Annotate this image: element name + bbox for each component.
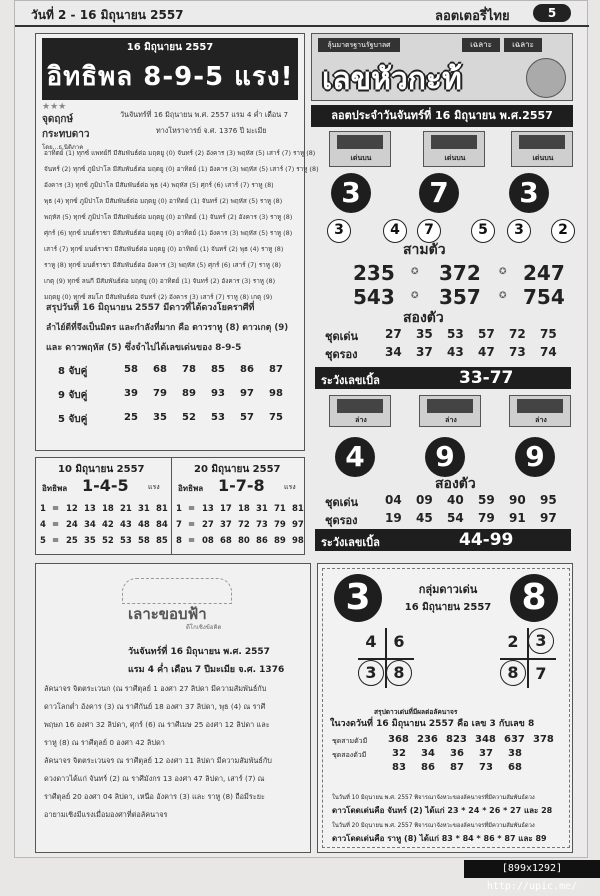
badge-icon — [431, 135, 477, 149]
planet-row: อาทิตย์ (1) ทุกซ์ แพทย์กี มีสัมพันธ์ต่อ มฤตยู (0) จันทร์ (2) อังคาร (3) พฤหัส (5) เสาร์ (7) ราหู (8) — [44, 149, 316, 157]
lead-label: ชุดเด่น — [325, 330, 359, 343]
past-results-box — [35, 457, 305, 555]
backup-number: 47 — [478, 345, 495, 359]
three-digit-set: 543 — [353, 285, 395, 309]
two-set-number: 68 — [508, 762, 522, 773]
past-suffix: แรง — [284, 483, 296, 491]
intro-line-2: ทางโหราจารย์ จ.ศ. 1376 ปี มะเมีย — [156, 126, 267, 135]
pair-number: 52 — [182, 412, 196, 423]
planet-row: เสาร์ (7) ทุกซ์ มนต์ราชา มีสัมพันธ์ต่อ มฤตยู (0) อาทิตย์ (1) จันทร์ (2) พุธ (4) ราหู (8) — [44, 245, 284, 253]
past-cell: = — [188, 520, 196, 530]
past-cell: 85 — [156, 536, 168, 546]
past-cell: 8 — [176, 536, 182, 546]
planet-row: จันทร์ (2) ทุกซ์ ภูมิปาโล มีสัมพันธ์ต่อ มฤตยู (0) อาทิตย์ (1) อังคาร (3) พฤหัส (5) เสาร์ (7) ราหู (8) — [44, 165, 319, 173]
past-suffix: แรง — [148, 483, 160, 491]
three-digit-set: 235 — [353, 261, 395, 285]
lead-number: 09 — [416, 493, 433, 507]
low-ball: 4 — [335, 437, 375, 477]
pair-lead: 9 จับคู่ — [58, 390, 88, 401]
two-digit-label: สองตัว — [403, 310, 444, 326]
past-main: 1-7-8 — [218, 476, 265, 495]
note-2b: ดาวโดดเด่นคือ ราหู (8) ได้แก่ 83 * 84 * 86 * 87 และ 89 — [332, 834, 547, 843]
grid-digit: 7 — [535, 664, 547, 683]
past-cell: 52 — [102, 536, 114, 546]
three-set-number: 378 — [533, 734, 554, 745]
three-digit-set: 247 — [523, 261, 565, 285]
past-cell: 48 — [138, 520, 150, 530]
intro-line-1: วันจันทร์ที่ 16 มิถุนายน พ.ศ. 2557 แรม 4 ค่ำ เดือน 7 — [120, 110, 289, 119]
two-set-number: 37 — [479, 748, 493, 759]
past-cell: = — [52, 536, 60, 546]
planet-row: ราหู (8) ทุกซ์ มนต์ราชา มีสัมพันธ์ต่อ อังคาร (3) พฤหัส (5) ศุกร์ (6) เสาร์ (7) ราหู (8) — [44, 261, 282, 269]
sky-box — [35, 563, 311, 853]
past-cell: = — [52, 520, 60, 530]
sub-ball: 3 — [507, 219, 531, 243]
sky-line: ราหู (8) ณ ราศีตุลย์ 0 องศา 42 ลิปดา — [44, 738, 165, 747]
sky-date: วันจันทร์ที่ 16 มิถุนายน พ.ศ. 2557 — [128, 647, 270, 657]
summary-title: สรุปดาวเด่นที่มีผลต่อลัคนาจร — [374, 708, 458, 716]
two-digit-label-2: สองตัว — [435, 476, 476, 492]
star-icon: ✪ — [499, 291, 507, 301]
three-digit-set: 372 — [439, 261, 481, 285]
star-icon: ✪ — [411, 291, 419, 301]
double-label-1: ระวังเลขเบิ้ล — [321, 374, 380, 387]
magazine-brand: ลอตเตอรี่ไทย — [435, 9, 510, 24]
badge-icon — [427, 399, 473, 413]
top-ball: 3 — [331, 173, 371, 213]
double-label-2: ระวังเลขเบิ้ล — [321, 536, 380, 549]
three-digit-set: 754 — [523, 285, 565, 309]
backup-number: 37 — [416, 345, 433, 359]
sky-line: พฤษภ 16 องศา 32 ลิปดา, ศุกร์ (6) ณ ราศีเมษ 25 องศา 12 ลิปดา และ — [44, 720, 270, 729]
past-cell: = — [188, 536, 196, 546]
grid-digit: 8 — [386, 660, 412, 686]
two-set-number: 87 — [450, 762, 464, 773]
two-set-number: 38 — [508, 748, 522, 759]
three-digit-label: สามตัว — [403, 242, 446, 258]
three-set-number: 368 — [388, 734, 409, 745]
pair-number: 78 — [182, 364, 196, 375]
star-icon: ✪ — [411, 267, 419, 277]
grid-digit: 4 — [365, 632, 377, 651]
page-number: 5 — [533, 4, 571, 22]
note-1: ในวันที่ 10 มิถุนายน พ.ศ. 2557 พิจารณาจังหวะของลัคนาจรที่มีความสัมพันธ์ดวง — [332, 795, 535, 801]
lead-number: 95 — [540, 493, 557, 507]
badge-icon — [519, 135, 565, 149]
grid-line — [500, 658, 556, 660]
pair-number: 86 — [240, 364, 254, 375]
lead-number: 35 — [416, 327, 433, 341]
past-cell: 43 — [120, 520, 132, 530]
badge-label: เด่นบน — [532, 154, 554, 162]
pair-number: 39 — [124, 388, 138, 399]
past-label: อิทธิพล — [42, 484, 68, 493]
past-cell: 24 — [66, 520, 78, 530]
lead-number: 04 — [385, 493, 402, 507]
three-set-number: 236 — [417, 734, 438, 745]
pair-number: 57 — [240, 412, 254, 423]
sky-line: ดาวโลกต่ำ อังคาร (3) ณ ราศีกันย์ 18 องศา 37 ลิปดา, พุธ (4) ณ ราศี — [44, 702, 266, 711]
past-cell: 5 — [40, 536, 46, 546]
planet-row: ศุกร์ (6) ทุกซ์ มนต์ราชา มีสัมพันธ์ต่อ มฤตยู (0) อาทิตย์ (1) อังคาร (3) พฤหัส (5) ราหู (8) — [44, 229, 293, 237]
grid-digit: 3 — [358, 660, 384, 686]
banner-mid-badge: เฉลาะ — [462, 38, 500, 52]
group-ball-right: 8 — [510, 574, 558, 622]
past-cell: 08 — [202, 536, 214, 546]
lead-number: 53 — [447, 327, 464, 341]
headtail-subtitle: ลอตประจำวันจันทร์ที่ 16 มิถุนายน พ.ศ.2557 — [311, 105, 573, 127]
grid-digit: 6 — [393, 632, 405, 651]
backup-number: 73 — [509, 345, 526, 359]
sub-ball: 5 — [471, 219, 495, 243]
lead-number: 75 — [540, 327, 557, 341]
planet-row: มฤตยู (0) ทุกซ์ สมโภ มีสัมพันธ์ต่อ จันทร์ (2) อังคาร (3) เสาร์ (7) ราหู (8) เกตุ (9) — [44, 293, 273, 301]
backup-label: ชุดรอง — [325, 514, 358, 527]
two-set-number: 34 — [421, 748, 435, 759]
lead-number: 72 — [509, 327, 526, 341]
note-2: ในวันที่ 20 มิถุนายน พ.ศ. 2557 พิจารณาจังหวะของลัคนาจรที่มีความสัมพันธ์ดวง — [332, 823, 535, 829]
influence-box — [35, 33, 319, 451]
low-ball: 9 — [425, 437, 465, 477]
sky-line: ราศีตุลย์ 20 องศา 04 ลิปดา, เหนือ อังคาร (3) และ ราหู (8) ถือมีระยะ — [44, 792, 265, 801]
cloud-icon — [122, 578, 232, 604]
pair-number: 68 — [153, 364, 167, 375]
star-icon: ✪ — [499, 267, 507, 277]
group-ball-left: 3 — [334, 574, 382, 622]
backup-number: 74 — [540, 345, 557, 359]
past-cell: 13 — [202, 504, 214, 514]
summary-line-1: สรุปวันที่ 16 มิถุนายน 2557 มีดาวที่ได้ดวงโยคราศีที่ — [46, 303, 255, 313]
pair-number: 25 — [124, 412, 138, 423]
sky-title-sub: ดีโกเชิงข้อคิด — [186, 624, 222, 631]
sub-ball: 2 — [551, 219, 575, 243]
pair-number: 58 — [124, 364, 138, 375]
planet-row: อังคาร (3) ทุกซ์ ภูมิปาโล มีสัมพันธ์ต่อ พุธ (4) พฤหัส (5) ศุกร์ (6) เสาร์ (7) ราหู (8) — [44, 181, 274, 189]
three-digit-set: 357 — [439, 285, 481, 309]
past-cell: 86 — [256, 536, 268, 546]
badge-label: ล่าง — [355, 416, 367, 424]
past-cell: 71 — [274, 504, 286, 514]
page-header — [15, 1, 589, 27]
sub-ball: 4 — [383, 219, 407, 243]
past-cell: = — [188, 504, 196, 514]
lead-number: 59 — [478, 493, 495, 507]
past-cell: 25 — [66, 536, 78, 546]
upload-watermark: [899x1292] http://upic.me/ — [464, 860, 600, 878]
backup-number: 54 — [447, 511, 464, 525]
badge-label: ล่าง — [445, 416, 457, 424]
pair-number: 89 — [182, 388, 196, 399]
past-cell: 79 — [274, 520, 286, 530]
headtail-banner — [311, 33, 573, 101]
influence-date: 16 มิถุนายน 2557 — [126, 42, 214, 53]
sub-ball: 7 — [417, 219, 441, 243]
pair-number: 35 — [153, 412, 167, 423]
lead-number: 90 — [509, 493, 526, 507]
lead-number: 27 — [385, 327, 402, 341]
double-value-2: 44-99 — [459, 530, 514, 550]
backup-number: 91 — [509, 511, 526, 525]
double-warning-2 — [315, 529, 571, 551]
past-label: อิทธิพล — [178, 484, 204, 493]
past-cell: 68 — [220, 536, 232, 546]
pair-number: 93 — [211, 388, 225, 399]
two-set-number: 36 — [450, 748, 464, 759]
sky-line: ลัคนาจร จิตตระเวนก (ณ ราศีตุลย์ 1 องศา 27 ลิปดา มีความสัมพันธ์กับ — [44, 684, 267, 693]
top-ball: 7 — [419, 173, 459, 213]
summary-line: ในวงดวันที่ 16 มิถุนายน 2557 คือ เลข 3 กับเลข 8 — [330, 719, 535, 729]
grid-digit: 8 — [500, 660, 526, 686]
past-cell: 97 — [292, 520, 304, 530]
issue-date: วันที่ 2 - 16 มิถุนายน 2557 — [31, 8, 184, 22]
pair-number: 97 — [240, 388, 254, 399]
mascot-icon — [526, 58, 566, 98]
double-value-1: 33-77 — [459, 368, 514, 388]
two-set-number: 32 — [392, 748, 406, 759]
past-cell: 80 — [238, 536, 250, 546]
past-cell: 42 — [102, 520, 114, 530]
note-1b: ดาวโดดเด่นคือ จันทร์ (2) ได้แก่ 23 * 24 * 26 * 27 และ 28 — [332, 806, 553, 815]
three-set-number: 823 — [446, 734, 467, 745]
planet-row: พุธ (4) ทุกซ์ ภูมิปาโล มีสัมพันธ์ต่อ มฤตยู (0) อาทิตย์ (1) จันทร์ (2) พฤหัส (5) ราหู (8) — [44, 197, 283, 205]
past-cell: 18 — [102, 504, 114, 514]
past-cell: 13 — [84, 504, 96, 514]
past-cell: 73 — [256, 520, 268, 530]
sky-lunar: แรม 4 ค่ำ เดือน 7 ปีมะเมีย จ.ศ. 1376 — [128, 665, 285, 675]
planet-row: พฤหัส (5) ทุกซ์ ภูมิปาโล มีสัมพันธ์ต่อ มฤตยู (0) อาทิตย์ (1) จันทร์ (2) อังคาร (3) ราหู (8) — [44, 213, 293, 221]
badge-icon — [337, 399, 383, 413]
pair-number: 87 — [269, 364, 283, 375]
planet-row: เกตุ (9) ทุกซ์ ลนกี มีสัมพันธ์ต่อ มฤตยู (0) อาทิตย์ (1) จันทร์ (2) อังคาร (3) ราหู (8) — [44, 277, 276, 285]
past-cell: 27 — [202, 520, 214, 530]
pair-number: 53 — [211, 412, 225, 423]
lead-label: ชุดเด่น — [325, 496, 359, 509]
low-ball: 9 — [515, 437, 555, 477]
divider — [171, 458, 172, 554]
sky-line: อายามเชิงมีแรงเมื่อมองศาที่ต่อลัคนาจร — [44, 810, 168, 819]
past-cell: 31 — [138, 504, 150, 514]
past-cell: 12 — [66, 504, 78, 514]
pair-number: 79 — [153, 388, 167, 399]
backup-number: 45 — [416, 511, 433, 525]
author-name: จุดฤกษ์ กระทบดาว — [42, 114, 90, 140]
summary-line-3: และ ดาวพฤหัส (5) ซึ่งจำไปได้เลขเด่นของ 8-9-5 — [46, 343, 242, 353]
pair-number: 85 — [211, 364, 225, 375]
past-date: 20 มิถุนายน 2557 — [194, 464, 281, 475]
past-cell: 84 — [156, 520, 168, 530]
badge-label: ล่าง — [535, 416, 547, 424]
past-cell: 18 — [238, 504, 250, 514]
grid-digit: 2 — [507, 632, 519, 651]
two-set-number: 73 — [479, 762, 493, 773]
double-warning-1 — [315, 367, 571, 389]
backup-number: 79 — [478, 511, 495, 525]
past-cell: 1 — [40, 504, 46, 514]
summary-line-2: ลำไย์ดีที่จึงเป็นมิตร และกำลังที่มาก คือ ดาวราหู (8) ดาวเกตุ (9) — [46, 323, 289, 333]
pair-lead: 5 จับคู่ — [58, 414, 88, 425]
past-cell: 35 — [84, 536, 96, 546]
past-cell: 37 — [220, 520, 232, 530]
past-cell: 98 — [292, 536, 304, 546]
backup-number: 43 — [447, 345, 464, 359]
three-set-label: ชุดสามตัวมี — [332, 737, 368, 745]
grid-digit: 3 — [528, 628, 554, 654]
past-cell: 53 — [120, 536, 132, 546]
top-ball: 3 — [509, 173, 549, 213]
banner-left-badge: ลุ้นมาตรฐานรัฐบาลศ — [318, 38, 400, 52]
backup-number: 19 — [385, 511, 402, 525]
sky-title: เลาะขอบฟ้า — [128, 605, 207, 623]
past-cell: 31 — [256, 504, 268, 514]
past-cell: 58 — [138, 536, 150, 546]
past-main: 1-4-5 — [82, 476, 129, 495]
backup-label: ชุดรอง — [325, 348, 358, 361]
sky-line: ดวงดาวได้แก่ จันทร์ (2) ณ ราศีมังกร 13 องศา 47 ลิปดา, เสาร์ (7) ณ — [44, 774, 265, 783]
group-date: 16 มิถุนายน 2557 — [404, 602, 492, 613]
three-set-number: 348 — [475, 734, 496, 745]
two-set-number: 86 — [421, 762, 435, 773]
past-cell: 34 — [84, 520, 96, 530]
two-set-label: ชุดสองตัวมี — [332, 751, 367, 759]
backup-number: 97 — [540, 511, 557, 525]
sky-line: ลัคนาจร จิตตระเวนจร ณ ราศีตุลย์ 12 องศา 11 ลิปดา มีความสัมพันธ์กับ — [44, 756, 272, 765]
sub-ball: 3 — [327, 219, 351, 243]
two-set-number: 83 — [392, 762, 406, 773]
lead-number: 40 — [447, 493, 464, 507]
pair-number: 75 — [269, 412, 283, 423]
influence-title: อิทธิพล 8-9-5 แรง! — [46, 62, 294, 92]
past-cell: 17 — [220, 504, 232, 514]
lead-number: 57 — [478, 327, 495, 341]
headtail-title: เลขหัวกะท้ — [322, 62, 462, 97]
pair-number: 98 — [269, 388, 283, 399]
magazine-page — [14, 0, 588, 858]
backup-number: 34 — [385, 345, 402, 359]
group-title: กลุ่มดาวเด่น — [418, 583, 478, 596]
past-cell: 72 — [238, 520, 250, 530]
badge-icon — [337, 135, 383, 149]
author-block — [42, 102, 102, 151]
stars-icon: ★★★ — [42, 102, 67, 112]
past-cell: 4 — [40, 520, 46, 530]
past-cell: = — [52, 504, 60, 514]
banner-right-badge: เฉลาะ — [504, 38, 542, 52]
badge-label: เด่นบน — [444, 154, 466, 162]
past-cell: 81 — [156, 504, 168, 514]
past-cell: 7 — [176, 520, 182, 530]
influence-banner — [42, 38, 298, 100]
author-sub: โดย...ธ.นิติภาค — [42, 144, 84, 151]
group-box — [317, 563, 573, 853]
badge-label: เด่นบน — [350, 154, 372, 162]
three-set-number: 637 — [504, 734, 525, 745]
past-date: 10 มิถุนายน 2557 — [58, 464, 145, 475]
grid-line — [358, 658, 414, 660]
badge-icon — [517, 399, 563, 413]
past-cell: 1 — [176, 504, 182, 514]
pair-lead: 8 จับคู่ — [58, 366, 88, 377]
past-cell: 81 — [292, 504, 304, 514]
past-cell: 89 — [274, 536, 286, 546]
past-cell: 21 — [120, 504, 132, 514]
